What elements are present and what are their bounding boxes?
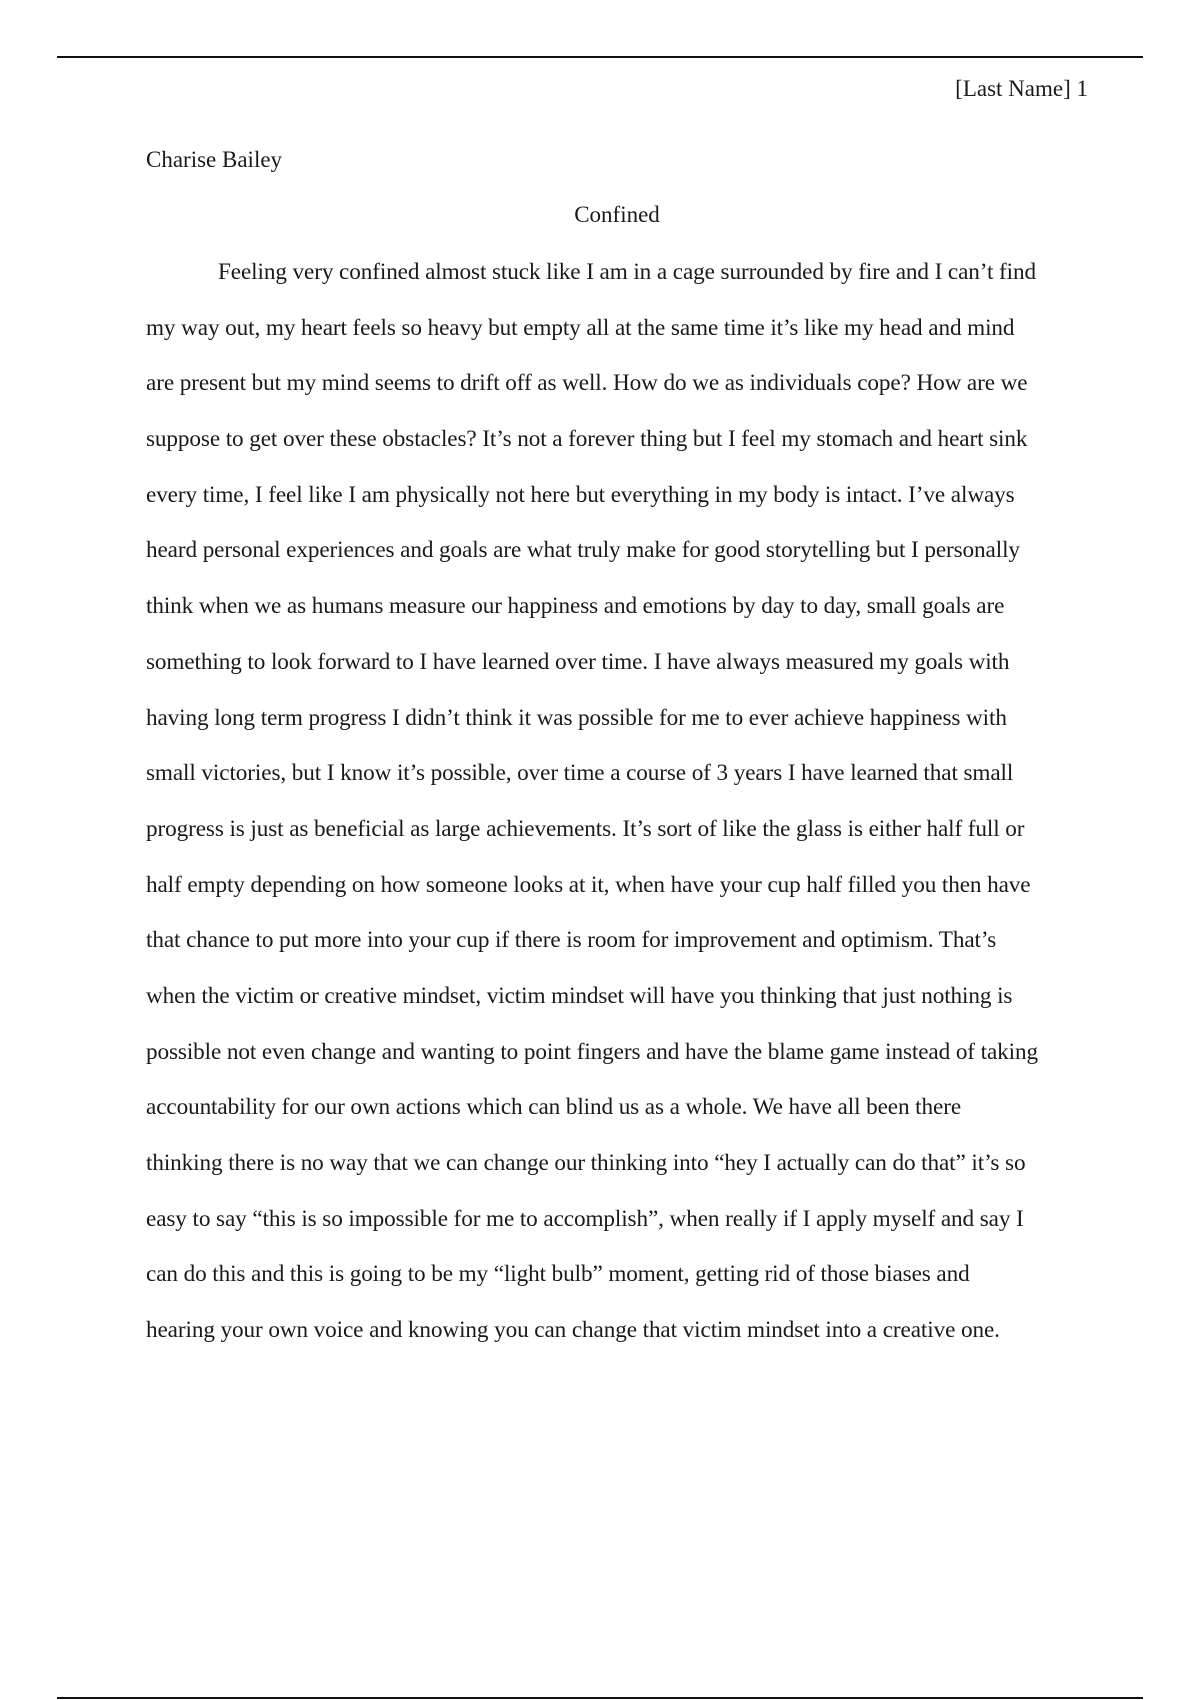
body-line: every time, I feel like I am physically not here but everything in my body is intact. I’ve always <box>146 481 1015 508</box>
body-line: my way out, my heart feels so heavy but empty all at the same time it’s like my head and mind <box>146 314 1015 341</box>
bottom-rule <box>57 1697 1143 1699</box>
running-head: [Last Name] 1 <box>955 76 1088 101</box>
body-line: Feeling very confined almost stuck like I am in a cage surrounded by fire and I can’t find <box>218 259 1036 285</box>
body-line: are present but my mind seems to drift off as well. How do we as individuals cope? How are we <box>146 370 1028 397</box>
essay-body <box>146 258 1096 1372</box>
essay-title: Confined <box>574 202 660 227</box>
body-line: small victories, but I know it’s possible, over time a course of 3 years I have learned that small <box>146 760 1014 787</box>
body-line: when the victim or creative mindset, victim mindset will have you thinking that just nothing is <box>146 982 1013 1009</box>
body-line: having long term progress I didn’t think it was possible for me to ever achieve happiness with <box>146 704 1007 731</box>
body-line: can do this and this is going to be my “light bulb” moment, getting rid of those biases and <box>146 1261 970 1288</box>
body-line: suppose to get over these obstacles? It’s not a forever thing but I feel my stomach and heart sink <box>146 426 1028 453</box>
body-line: progress is just as beneficial as large achievements. It’s sort of like the glass is either half full or <box>146 815 1025 842</box>
body-line: something to look forward to I have learned over time. I have always measured my goals with <box>146 648 1010 675</box>
body-line: half empty depending on how someone looks at it, when have your cup half filled you then have <box>146 871 1031 898</box>
body-line: thinking there is no way that we can change our thinking into “hey I actually can do that” it’s so <box>146 1150 1026 1176</box>
author-name: Charise Bailey <box>146 147 283 172</box>
body-line: possible not even change and wanting to point fingers and have the blame game instead of taking <box>146 1038 1038 1065</box>
top-rule <box>57 56 1143 58</box>
body-line: easy to say “this is so impossible for me to accomplish”, when really if I apply myself and say I <box>146 1205 1024 1232</box>
body-line: accountability for our own actions which can blind us as a whole. We have all been there <box>146 1094 962 1121</box>
body-line: hearing your own voice and knowing you can change that victim mindset into a creative one. <box>146 1317 1000 1344</box>
body-line: heard personal experiences and goals are what truly make for good storytelling but I personally <box>146 537 1020 564</box>
body-line: think when we as humans measure our happiness and emotions by day to day, small goals are <box>146 593 1005 620</box>
body-line: that chance to put more into your cup if there is room for improvement and optimism. That’s <box>146 927 997 954</box>
